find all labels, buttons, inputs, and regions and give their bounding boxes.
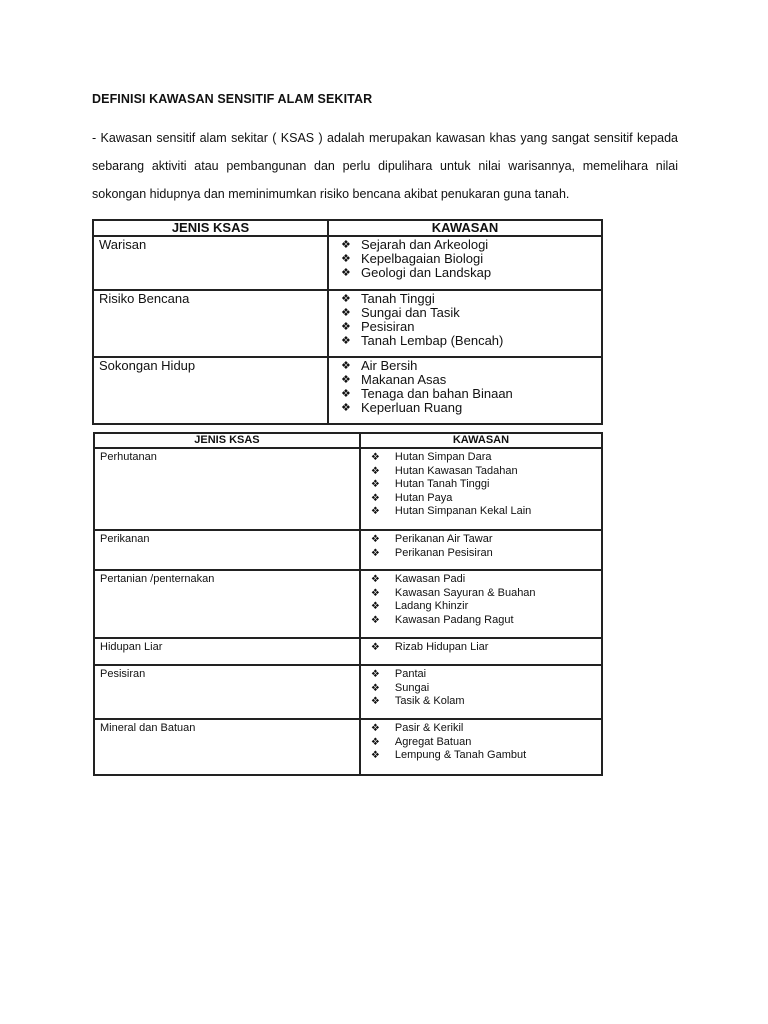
list-item [341, 238, 601, 252]
diamond-bullet-icon: ❖ [340, 307, 351, 319]
list-item [371, 668, 601, 682]
list-item [341, 359, 601, 373]
kawasan-item-label: Hutan Paya [394, 491, 453, 504]
header-kawasan: KAWASAN [360, 433, 602, 448]
table-1-body [93, 236, 602, 424]
list-item [371, 749, 601, 763]
diamond-bullet-icon: ❖ [340, 293, 351, 305]
diamond-bullet-icon: ❖ [370, 669, 380, 680]
kawasan-item-label: Perikanan Air Tawar [394, 533, 493, 545]
kawasan-item-label: Sungai dan Tasik [360, 305, 460, 320]
kawasan-item-label: Makanan Asas [360, 372, 447, 387]
kawasan-cell [328, 357, 602, 424]
list-item [371, 682, 601, 696]
kawasan-cell [360, 665, 602, 719]
kawasan-item-label: Air Bersih [360, 358, 418, 373]
diamond-bullet-icon: ❖ [370, 696, 380, 707]
table-row [93, 290, 602, 357]
diamond-bullet-icon: ❖ [340, 267, 351, 279]
diamond-bullet-icon: ❖ [370, 452, 380, 463]
list-item [371, 695, 601, 709]
kawasan-list [371, 573, 601, 627]
diamond-bullet-icon: ❖ [340, 360, 351, 372]
diamond-bullet-icon: ❖ [370, 465, 380, 477]
diamond-bullet-icon: ❖ [370, 642, 380, 653]
kawasan-cell [360, 530, 602, 570]
kawasan-cell [360, 638, 602, 665]
jenis-ksas-cell: Mineral dan Batuan [94, 719, 360, 775]
diamond-bullet-icon: ❖ [370, 547, 380, 559]
table-header-row [93, 220, 602, 236]
kawasan-item-label: Tasik & Kolam [394, 695, 465, 707]
kawasan-list [341, 359, 601, 415]
list-item [371, 451, 601, 465]
kawasan-cell [360, 719, 602, 775]
kawasan-list [371, 668, 601, 709]
kawasan-item-label: Pasir & Kerikil [394, 722, 464, 734]
list-item [341, 320, 601, 334]
table-row [94, 665, 602, 719]
header-jenis-ksas: JENIS KSAS [93, 220, 328, 236]
jenis-ksas-cell: Pesisiran [94, 665, 360, 719]
list-item [341, 252, 601, 266]
kawasan-item-label: Lempung & Tanah Gambut [394, 749, 527, 761]
jenis-ksas-cell: Warisan [93, 236, 328, 290]
list-item [341, 334, 601, 348]
diamond-bullet-icon: ❖ [370, 492, 380, 504]
jenis-ksas-cell: Perikanan [94, 530, 360, 570]
kawasan-item-label: Tenaga dan bahan Binaan [360, 386, 513, 401]
list-item [371, 505, 601, 519]
kawasan-item-label: Kawasan Padi [394, 573, 466, 585]
ksas-table-1 [92, 219, 603, 425]
jenis-ksas-cell: Risiko Bencana [93, 290, 328, 357]
kawasan-item-label: Rizab Hidupan Liar [394, 641, 489, 653]
kawasan-list [341, 238, 601, 280]
jenis-ksas-cell: Perhutanan [94, 448, 360, 530]
kawasan-item-label: Perikanan Pesisiran [394, 546, 493, 559]
diamond-bullet-icon: ❖ [370, 682, 380, 694]
diamond-bullet-icon: ❖ [370, 736, 380, 748]
header-jenis-ksas: JENIS KSAS [94, 433, 360, 448]
list-item [371, 478, 601, 492]
kawasan-item-label: Sungai [394, 681, 430, 694]
kawasan-cell [328, 236, 602, 290]
list-item [341, 373, 601, 387]
table-row [94, 638, 602, 665]
diamond-bullet-icon: ❖ [370, 601, 380, 612]
intro-paragraph: - Kawasan sensitif alam sekitar ( KSAS ) adalah merupakan kawasan khas yang sangat sensitif kepada sebarang aktiviti atau pembangunan dan perlu dipulihara untuk nilai warisannya, memelihara nilai sokongan hidupnya dan meminimumkan risiko bencana akibat penukaran guna tanah. [92, 131, 678, 201]
kawasan-cell [360, 570, 602, 638]
diamond-bullet-icon: ❖ [340, 402, 351, 414]
kawasan-list [371, 641, 601, 655]
kawasan-item-label: Kawasan Padang Ragut [394, 613, 514, 626]
diamond-bullet-icon: ❖ [370, 506, 380, 517]
diamond-bullet-icon: ❖ [340, 335, 351, 347]
diamond-bullet-icon: ❖ [340, 388, 351, 400]
list-item [341, 266, 601, 280]
table-header-row [94, 433, 602, 448]
table-row [94, 719, 602, 775]
list-item [371, 465, 601, 479]
list-item [371, 547, 601, 561]
list-item [341, 401, 601, 415]
diamond-bullet-icon: ❖ [370, 479, 380, 490]
kawasan-list [371, 533, 601, 560]
diamond-bullet-icon: ❖ [340, 374, 351, 386]
list-item [371, 600, 601, 614]
kawasan-item-label: Pesisiran [360, 319, 415, 334]
kawasan-list [341, 292, 601, 348]
list-item [371, 614, 601, 628]
diamond-bullet-icon: ❖ [370, 750, 380, 761]
kawasan-item-label: Hutan Simpanan Kekal Lain [394, 505, 532, 517]
table-2-body [94, 448, 602, 775]
kawasan-item-label: Sejarah dan Arkeologi [360, 237, 489, 252]
list-item [371, 533, 601, 547]
list-item [371, 736, 601, 750]
kawasan-item-label: Hutan Tanah Tinggi [394, 478, 490, 490]
jenis-ksas-cell: Pertanian /penternakan [94, 570, 360, 638]
kawasan-list [371, 451, 601, 519]
jenis-ksas-cell: Sokongan Hidup [93, 357, 328, 424]
kawasan-item-label: Keperluan Ruang [360, 400, 463, 415]
list-item [371, 573, 601, 587]
diamond-bullet-icon: ❖ [340, 321, 351, 333]
list-item [371, 587, 601, 601]
kawasan-item-label: Geologi dan Landskap [360, 265, 492, 280]
page-title: DEFINISI KAWASAN SENSITIF ALAM SEKITAR [92, 92, 373, 106]
kawasan-cell [360, 448, 602, 530]
jenis-ksas-cell: Hidupan Liar [94, 638, 360, 665]
diamond-bullet-icon: ❖ [370, 534, 380, 545]
kawasan-item-label: Agregat Batuan [394, 735, 472, 748]
diamond-bullet-icon: ❖ [370, 587, 380, 599]
kawasan-item-label: Tanah Tinggi [360, 291, 435, 306]
table-row [94, 570, 602, 638]
header-kawasan: KAWASAN [328, 220, 602, 236]
diamond-bullet-icon: ❖ [370, 723, 380, 734]
kawasan-item-label: Tanah Lembap (Bencah) [360, 333, 504, 348]
diamond-bullet-icon: ❖ [340, 253, 351, 265]
kawasan-cell [328, 290, 602, 357]
kawasan-item-label: Pantai [394, 668, 427, 680]
list-item [371, 722, 601, 736]
table-row [94, 530, 602, 570]
diamond-bullet-icon: ❖ [340, 239, 351, 251]
list-item [341, 387, 601, 401]
list-item [371, 492, 601, 506]
kawasan-item-label: Hutan Simpan Dara [394, 451, 492, 463]
kawasan-item-label: Hutan Kawasan Tadahan [394, 464, 518, 477]
kawasan-item-label: Ladang Khinzir [394, 600, 469, 612]
list-item [341, 292, 601, 306]
ksas-table-2 [93, 432, 603, 776]
diamond-bullet-icon: ❖ [370, 574, 380, 585]
list-item [341, 306, 601, 320]
table-row [94, 448, 602, 530]
kawasan-item-label: Kepelbagaian Biologi [360, 251, 484, 266]
table-row [93, 236, 602, 290]
kawasan-list [371, 722, 601, 763]
table-row [93, 357, 602, 424]
list-item [371, 641, 601, 655]
kawasan-item-label: Kawasan Sayuran & Buahan [394, 586, 536, 599]
diamond-bullet-icon: ❖ [370, 614, 380, 626]
